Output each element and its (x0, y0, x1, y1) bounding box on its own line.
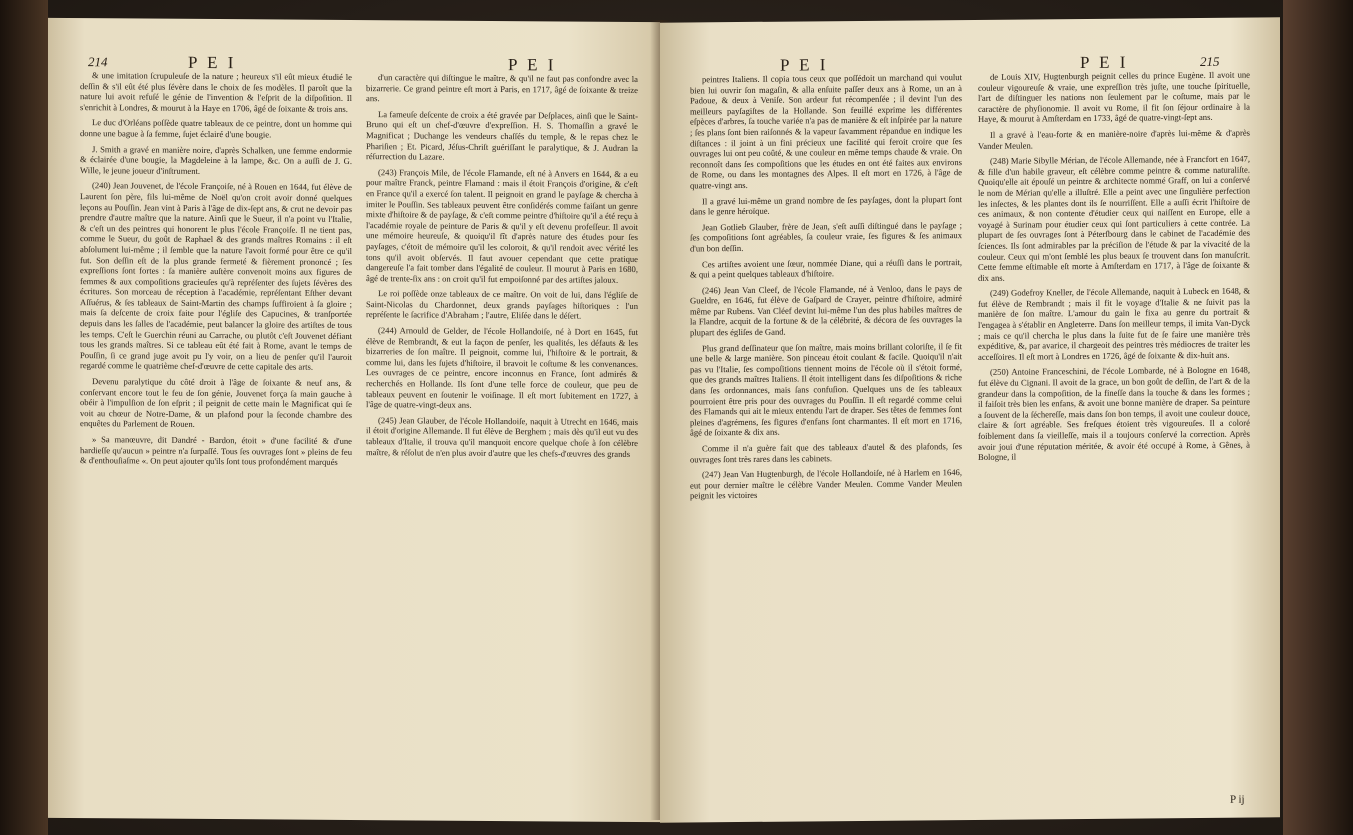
paragraph: Le roi poſſède onze tableaux de ce maître. On voit de lui, dans l'égliſe de Saint-Nicolas du Chardonnet, deux grands payſages hiſtoriques : l'un repréſente le ſacrifice d'Abraham ; l'autre, Eliſée dans le déſert. (366, 288, 638, 322)
text-column-214b (366, 72, 638, 809)
text-column-214 (80, 70, 352, 807)
paragraph: (249) Godefroy Kneller, de l'école Allemande, naquit à Lubeck en 1648, & fut élève de Rembrandt ; mais il fit le voyage d'Italie & ne ſuivit pas la manière de ſon maître. L'amour du gain le fixa au genre du portrait & l'engagea à s'établir en Angleterre. Dans ſon meilleur temps, il imita Van-Dyck ; mais ce qu'il chercha le plus dans la ſuite fut de ſe faire une manière très expéditive, &, par avarice, il chargeoit des peintres très médiocres de traiter les acceſſoires. Il eſt mort à Londres en 1726, âgé de ſoixante & dix-huit ans. (978, 285, 1250, 362)
paragraph: Il a gravé lui-même un grand nombre de ſes payſages, dont la plupart ſont dans le genre héroïque. (690, 193, 962, 217)
paragraph: (240) Jean Jouvenet, de l'école Françoiſe, né à Rouen en 1644, fut élève de Laurent ſon père, fils lui-même de Noël qu'on croit avoir donné quelques leçons au Pouſſin. Jean vint à Paris à l'âge de dix-ſept ans, & crut ne devoir pas prendre d'autre maître que la nature. Ainſi que le Sueur, il n'a point vu l'Italie, & c'eſt un des peintres qui honorent le plus l'école Françoiſe. Il ne tient pas, comme le Sueur, du goût de Raphael & des grands maîtres Romains : il eſt abſolument lui-même ; il ſemble que la nature l'avoit formé pour être ce qu'il fut. Son deſſin eſt de la plus grande fermeté & fièrement prononcé ; ſes expreſſions ſont fortes : ſa manière auſtère convenoit moins aux figures de femmes & aux compoſitions gracieuſes qu'à repréſenter des ſujets ſévères des écritures. Son morceau de réception à l'académie, repréſentant Eſther devant Aſſuérus, & ſes tableaux de Saint-Martin des champs ſuffiroient à ſa gloire ; mais ſa deſcente de croix faite pour l'égliſe des Capucines, & tranſportée depuis dans les ſalles de l'académie, peut balancer la gloire des artiſtes de tous les temps. C'eſt le Guerchin réuni au Carrache, ou plutôt c'eſt Jouvenet défiant tous les grands maîtres. Si ce tableau eût été fait à Rome, avant le temps de Pouſſin, ſi ce grand juge avoit pu l'y voir, on a lieu de penſer qu'il l'auroit regardé comme le quatrième chef-d'œuvre de cette capitale des arts. (80, 180, 352, 373)
paragraph: Il a gravé à l'eau-forte & en manière-noire d'après lui-même & d'après Vander Meulen. (978, 127, 1250, 151)
paragraph: Comme il n'a guère fait que des tableaux d'autel & des plafonds, ſes ouvrages ſont très rares dans les cabinets. (690, 441, 962, 465)
paragraph: Jean Gotlieb Glauber, frère de Jean, s'eſt auſſi diſtingué dans le payſage ; ſes compoſitions ſont agréables, ſa couleur vraie, ſes figures & ſes animaux d'un bon deſſin. (690, 219, 962, 254)
book-cover-left (0, 0, 48, 835)
paragraph: La fameuſe deſcente de croix a été gravée par Deſplaces, ainſi que le Saint-Bruno qui eſt un chef-d'œuvre d'expreſſion. H. S. Thomaſſin a gravé le Magnificat ; Duchange les vendeurs chaſſés du temple, & le repas chez le Phariſien ; Et. Picard, Jéſus-Chriſt guériſſant le paralytique, & J. Audran la réſurrection du Lazare. (366, 108, 638, 162)
running-header: P E I (508, 55, 557, 75)
paragraph: Devenu paralytique du côté droit à l'âge de ſoixante & neuf ans, & conſervant encore tout le feu de ſon génie, Jouvenet força ſa main gauche à obéir à l'impulſion de ſon eſprit ; il peignit de cette main le Magnificat qui ſe voit au chœur de Notre-Dame, & un plafond pour la ſeconde chambre des enquêtes du Parlement de Rouen. (80, 376, 352, 430)
paragraph: (248) Marie Sibylle Mérian, de l'école Allemande, née à Francfort en 1647, & fille d'un habile graveur, eſt célèbre comme peintre & comme naturaliſte. Quoiqu'elle ait épouſé un peintre & architecte nommé Graff, on lui a conſervé le nom de Mérian qu'elle a illuſtré. Elle a peint avec une ſingulière perfection les inſectes, & les plantes dont ils ſe nourriſſent. Elle a auſſi écrit l'hiſtoire de ces animaux, & non contente d'étudier ceux qui naiſſent en Europe, elle a voyagé à Surinam pour étudier ceux qui ſont particuliers à cette contrée. La plupart de ſes ouvrages ſont à Péterſbourg dans le cabinet de l'académie des ſciences. Ils ſont admirables par la préciſion de l'étude & par la vivacité de la couleur. Ceux qui m'ont ſemblé les plus beaux ſe trouvent dans ſon manuſcrit. Cette femme eſtimable eſt morte à Amſterdam en 1717, à l'âge de ſoixante & dix ans. (978, 153, 1250, 283)
paragraph: (243) François Mile, de l'école Flamande, eſt né à Anvers en 1644, & a eu pour maître Franck, peintre Flamand : mais il étoit François d'origine, & c'eſt en France qu'il a exercé ſon talent. Il peignoit en grand le payſage & chercha à imiter le Pouſſin. Ses tableaux peuvent être conſidérés comme faiſant un genre mixte d'hiſtoire & de payſage, & c'eſt comme peintre d'hiſtoire qu'il a été reçu à l'académie royale de peinture de Paris & qu'il y eſt devenu profeſſeur. Il avoit une mémoire heureuſe, & quoiqu'il fît d'après nature des études pour ſes payſages, c'étoit de mémoire qu'il les coloroit, & qu'il rendoit avec vérité les tons qu'il avoit obſervés. Il faut avouer cependant que cette pratique dangereuſe l'a fait tomber dans l'égalité de couleur. Il mourut à Paris en 1680, âgé de trente-ſix ans : on croit qu'il fut empoiſonné par des artiſtes jaloux. (366, 166, 638, 285)
paragraph: peintres Italiens. Il copia tous ceux que poſſédoit un marchand qui voulut bien lui ouvrir ſon magaſin, & alla enſuite paſſer deux ans à Rome, un an à Padoue, & deux à Veniſe. Son ardeur fut récompenſée ; il devint l'un des meilleurs payſagiſtes de la Hollande. Son feuillé exprime les différentes eſpèces d'arbres, ſa touche variée n'a pas de manière & eſt inſpirée par la nature ; ſes plans ſont bien raiſonnés & la vapeur ſavamment répandue en indique les diſtances : il joint à un fini précieux une facilité qui feroit croire que ſes ouvrages lui ont peu coûté, & une couleur en même temps chaude & vraie. On reconnoît dans ſes compoſitions que les études en ont été faites aux environs de Rome, ou dans les montagnes des Alpes. Il eſt mort en 1726, à l'âge de quatre-vingt ans. (690, 72, 962, 191)
paragraph: Ces artiſtes avoient une ſœur, nommée Diane, qui a réuſſi dans le portrait, & qui a peint quelques tableaux d'hiſtoire. (690, 256, 962, 280)
book-cover-right (1283, 0, 1353, 835)
running-header: P E I (188, 52, 237, 73)
paragraph: de Louis XIV, Hugtenburgh peignit celles du prince Eugène. Il avoit une couleur vigoureuſe & vraie, une expreſſion très juſte, une touche ſpirituelle, l'art de diſtinguer les nations non ſeulement par le coſtume, mais par le caractère de phyſionomie. Il avoit vu Rome, il fit ſon ſéjour ordinaire à la Haye, & mourut à Amſterdam en 1733, âgé de quatre-vingt-ſept ans. (978, 69, 1250, 125)
paragraph: (244) Arnould de Gelder, de l'école Hollandoiſe, né à Dort en 1645, fut élève de Rembrandt, & eut la façon de penſer, les qualités, les défauts & les bizarreries de ſon maître. Il peignoit, comme lui, l'hiſtoire & le portrait, & comme lui, dans les ſujets d'hiſtoire, il bravoit le coſtume & les convenances. Les ouvrages de ce peintre, encore inconnus en France, ſont admirés & recherchés en Hollande. Ils ſont d'une telle force de couleur, que peu de tableaux peuvent en ſoutenir le voiſinage. Il eſt mort ſubitement en 1727, à l'âge de quatre-vingt-deux ans. (366, 325, 638, 411)
paragraph: (245) Jean Glauber, de l'école Hollandoiſe, naquit à Utrecht en 1646, mais il étoit d'origine Allemande. Il fut élève de Berghem ; mais dès qu'il eut vu des tableaux d'Italie, il trouva qu'il manquoit encore quelque choſe à ſon célèbre maître, & réſolut de n'en plus avoir d'autre que les chefs-d'œuvres des grands (366, 414, 638, 459)
running-header: P E I (780, 55, 829, 75)
right-spread (660, 17, 1280, 822)
paragraph: d'un caractère qui diſtingue le maître, & qu'il ne faut pas confondre avec la bizarrerie. Ce grand peintre eſt mort à Paris, en 1717, âgé de ſoixante & treize ans. (366, 72, 638, 104)
left-spread (48, 18, 660, 822)
paragraph: (247) Jean Van Hugtenburgh, de l'école Hollandoiſe, né à Harlem en 1646, eut pour dernier maître le célèbre Vander Meulen. Comme Vander Meulen peignit les victoires (690, 467, 962, 501)
paragraph: (246) Jean Van Cleef, de l'école Flamande, né à Venloo, dans le pays de Gueldre, en 1646, fut élève de Gaſpard de Crayer, peintre d'hiſtoire, admiré même par Rubens. Van Cléef devint lui-même l'un des plus habiles maîtres de la Flandre, acquit de la fortune & de la célébrité, & décora de ſes ouvrages la plupart des égliſes de Gand. (690, 282, 962, 338)
signature-mark: P ij (1230, 793, 1245, 806)
page-number: 215 (1200, 53, 1220, 69)
page-number: 214 (88, 54, 108, 70)
paragraph: (250) Antoine Franceschini, de l'école Lombarde, né à Bologne en 1648, fut élève du Cignani. Il avoit de la grace, un bon goût de deſſin, de l'art & de la grandeur dans la compoſition, de la fineſſe dans la touche & dans les formes ; il faiſoit très bien les enfans, & avoit une bonne manière de draper. Sa peinture a ſouvent de la ſéchereſſe, mais dans ſon bon temps, il avoit une couleur douce, claire & ſort agréable. Ses freſques étoient très vigoureuſes. Il a coloré foiblement dans ſa vieilleſſe, mais il a toujours conſervé la correction. Après avoir joui d'une réputation méritée, & avoir été occupé à Rome, à Gênes, à Bologne, il (978, 364, 1250, 463)
paragraph: Le duc d'Orléans poſſède quatre tableaux de ce peintre, dont un homme qui donne une bague à ſa femme, ſujet éclairé d'une bougie. (80, 117, 352, 140)
paragraph: J. Smith a gravé en manière noire, d'après Schalken, une femme endormie & éclairée d'une bougie, la Magdeleine à la lampe, &c. On a auſſi de J. G. Wille, le jeune joueur d'inſtrument. (80, 143, 352, 176)
paragraph: » Sa manœuvre, dit Dandré - Bardon, étoit » d'une facilité & d'une hardieſſe qu'aucun » peintre n'a ſurpaſſé. Tous ſes ouvrages ſont » pleins de feu & d'enthouſiaſme «. On peut ajouter qu'ils ſont tous profondément marqués (80, 434, 352, 468)
running-header: P E I (1080, 52, 1129, 73)
text-column-215a (690, 72, 962, 809)
paragraph: Plus grand deſſinateur que ſon maître, mais moins brillant coloriſte, il ſe fit une belle & large manière. Son pinceau étoit coulant & facile. Quoiqu'il n'ait pas vu l'Italie, ſes compoſitions tiennent moins de l'école où il s'étoit formé, que des grands maîtres Italiens. Il étoit intelligent dans ſes diſpoſitions & riche dans ſes ordonnances, mais ſans confuſion. Quelques uns de ſes tableaux pourroient être pris pour des ouvrages du Pouſſin. Il eſt regardé comme celui des Flamands qui ait le mieux entendu l'art de draper. Ses têtes de femmes ſont pleines d'agrémens, ſes figures d'enfans ſont charmantes. Il eſt mort en 1716, âgé de ſoixante & dix ans. (690, 340, 962, 438)
paragraph: & une imitation ſcrupuleuſe de la nature ; heureux s'il eût mieux étudié le deſſin & s'il eût été plus ſévère dans le choix de ſes modèles. Il paroît que la nature lui avoit refuſé le génie de l'invention & l'eſprit de la diſpoſition. Il s'enrichit à Londres, & mourut à la Haye en 1706, âgé de ſoixante & trois ans. (80, 70, 352, 114)
text-column-215b (978, 70, 1250, 807)
